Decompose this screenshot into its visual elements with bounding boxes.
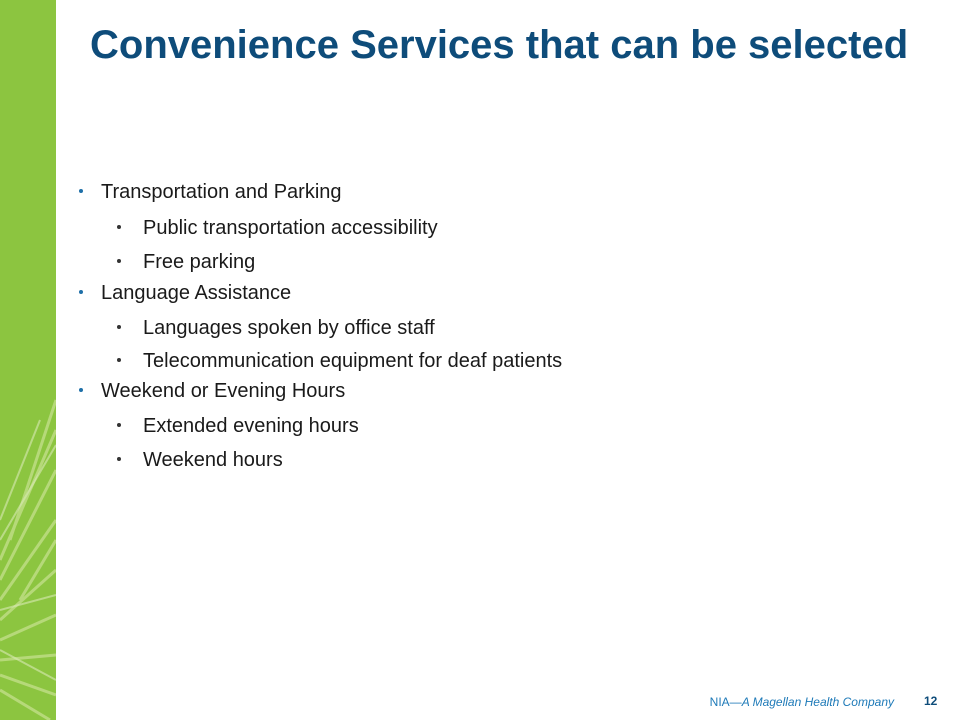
bullet-icon (79, 189, 83, 193)
list-item: Transportation and Parking (101, 181, 342, 203)
bullet-icon (117, 457, 121, 461)
list-item: Free parking (143, 251, 256, 273)
list-item: Languages spoken by office staff (143, 317, 435, 339)
page-number: 12 (924, 694, 938, 708)
bullet-icon (79, 388, 83, 392)
list-item: Public transportation accessibility (143, 217, 438, 239)
bullet-icon (117, 225, 121, 229)
list-item: Telecommunication equipment for deaf patients (143, 350, 563, 372)
list-item: Language Assistance (101, 282, 292, 304)
bullet-icon (117, 259, 121, 263)
bullet-icon (117, 325, 121, 329)
bullet-icon (117, 423, 121, 427)
list-item: Weekend or Evening Hours (101, 380, 346, 402)
list-item: Extended evening hours (143, 415, 359, 437)
footer-company (710, 695, 894, 709)
list-item: Weekend hours (143, 449, 283, 471)
footer-org: NIA— (709, 695, 742, 709)
bullet-icon (79, 290, 83, 294)
bullet-icon (117, 358, 121, 362)
slide-title: Convenience Services that can be selected (90, 23, 909, 67)
footer-company-name: A Magellan Health Company (741, 695, 894, 709)
